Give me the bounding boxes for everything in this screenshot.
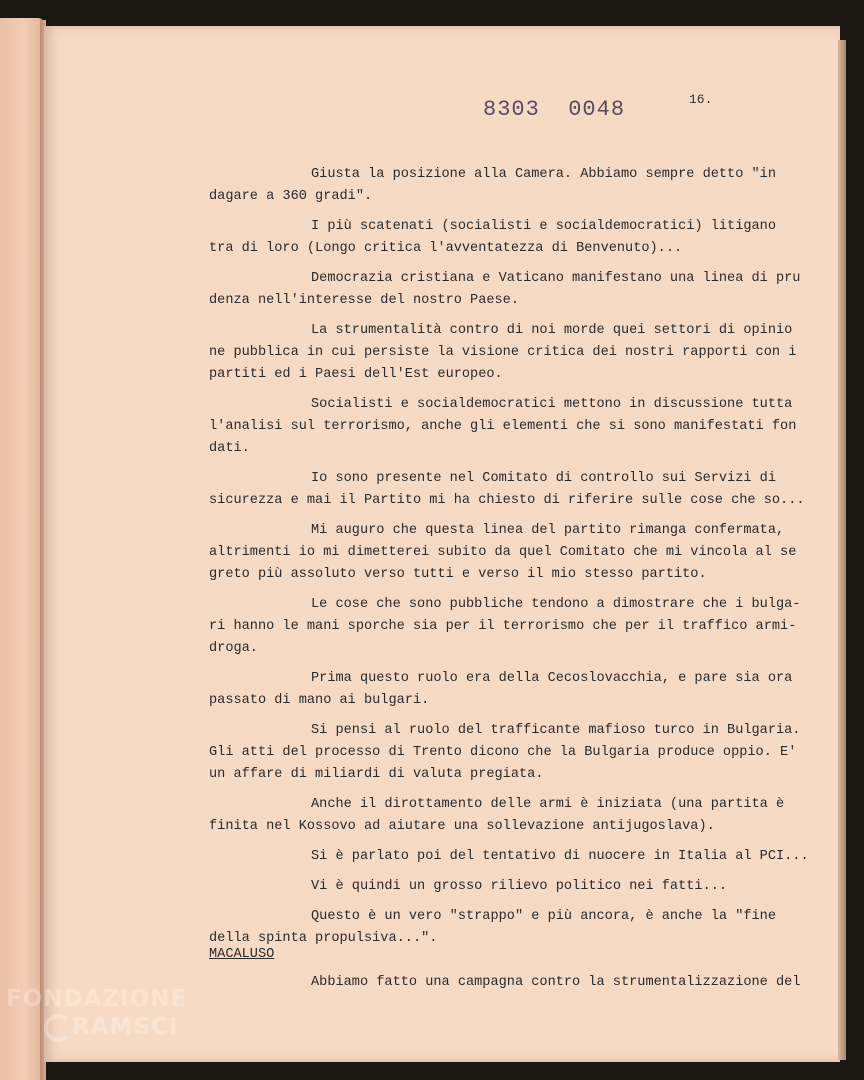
- document-body: [209, 164, 809, 958]
- paragraph: Questo è un vero "strappo" e più ancora, è anche la "fine della spinta propulsiva...".: [209, 909, 776, 946]
- watermark-line-2-wrap: [6, 1013, 187, 1042]
- page-right-edge: [838, 40, 846, 1060]
- paragraph: Prima questo ruolo era della Cecoslovacchia, e pare sia ora passato di mano ai bulgari.: [209, 671, 793, 708]
- document-number-stamp: 8303 0048: [483, 97, 626, 122]
- paragraph: Vi è quindi un grosso rilievo politico nei fatti...: [311, 879, 728, 894]
- paragraph: Si è parlato poi del tentativo di nuocere in Italia al PCI...: [311, 849, 809, 864]
- paragraph: Anche il dirottamento delle armi è iniziata (una partita è finita nel Kossovo ad aiutare una sollevazione antijugoslava).: [209, 797, 785, 834]
- paragraph: La strumentalità contro di noi morde quei settori di opinio ne pubblica in cui persiste la visione critica dei nostri rapporti con i partiti ed i Paesi dell'Est europeo.: [209, 323, 797, 382]
- speaker-paragraph: Abbiamo fatto una campagna contro la strumentalizzazione del: [311, 975, 801, 990]
- left-page-edge: [0, 18, 44, 1080]
- speaker-name: MACALUSO: [209, 947, 275, 962]
- paragraph: Socialisti e socialdemocratici mettono in discussione tutta l'analisi sul terrorismo, anche gli elementi che si sono manifestati fon dati.: [209, 397, 797, 456]
- paragraph: Le cose che sono pubbliche tendono a dimostrare che i bulga- ri hanno le mani sporche sia per il terrorismo che per il traffico armi- droga.: [209, 597, 801, 656]
- paragraph: Democrazia cristiana e Vaticano manifestano una linea di pru denza nell'interesse del nostro Paese.: [209, 271, 801, 308]
- paragraph: I più scatenati (socialisti e socialdemocratici) litigano tra di loro (Longo critica l'avventatezza di Benvenuto)...: [209, 219, 776, 256]
- paragraph: Giusta la posizione alla Camera. Abbiamo sempre detto "in dagare a 360 gradi".: [209, 167, 776, 204]
- page-number: 16.: [689, 92, 713, 107]
- g-logo-icon: [44, 1014, 72, 1042]
- paragraph: Si pensi al ruolo del trafficante mafioso turco in Bulgaria. Gli atti del processo di Trento dicono che la Bulgaria produce oppio. E' un affare di miliardi di valuta pregiata.: [209, 723, 801, 782]
- paragraph: Io sono presente nel Comitato di controllo sui Servizi di sicurezza e mai il Partito mi ha chiesto di riferire sulle cose che so...: [209, 471, 805, 508]
- watermark-line-2: RAMSCI: [72, 1014, 179, 1040]
- watermark-line-1: FONDAZIONE: [6, 986, 188, 1012]
- fondazione-gramsci-watermark: [6, 985, 187, 1042]
- paragraph: Mi auguro che questa linea del partito rimanga confermata, altrimenti io mi dimetterei subito da quel Comitato che mi vincola al se greto più assoluto verso tutti e verso il mio stesso partito.: [209, 523, 797, 582]
